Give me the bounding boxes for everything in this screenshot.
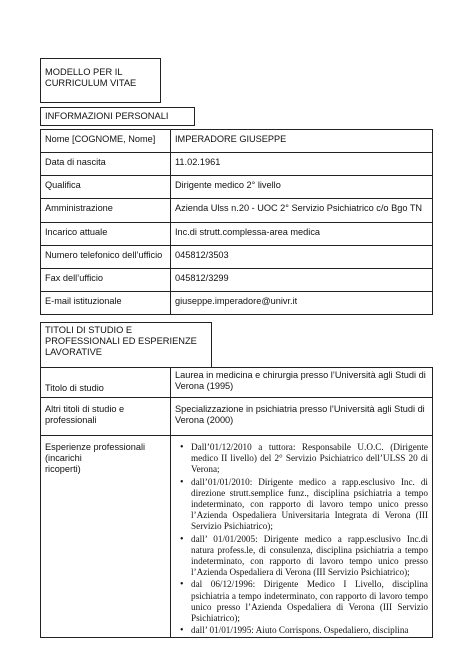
field-value: Laurea in medicina e chirurgia presso l’Università agli Studi di Verona (1995) <box>171 368 433 398</box>
field-value: Dirigente medico 2° livello <box>171 176 433 199</box>
experience-label <box>41 436 171 638</box>
field-label: Fax dell’ufficio <box>41 269 171 292</box>
section-header-studies <box>40 322 212 368</box>
field-value: 11.02.1961 <box>171 153 433 176</box>
table-row <box>41 269 433 292</box>
field-value: Specializzazione in psichiatria presso l’Università agli Studi di Verona (2000) <box>171 398 433 436</box>
table-row <box>41 398 433 436</box>
table-row <box>41 199 433 223</box>
list-item: • dall’ 01/01/1995: Aiuto Corrispons. Ospedaliero, disciplina <box>191 625 428 636</box>
table-row <box>41 246 433 269</box>
section-studies-line-1: TITOLI DI STUDIO E <box>45 325 133 335</box>
email-value: giuseppe.imperadore@univr.it <box>171 292 433 315</box>
list-item: • Dall’01/12/2010 a tuttora: Responsabile U.O.C. (Dirigente medico II livello) del 2° Servizio Psichiatrico dell’ULSS 20 di Verona; <box>191 442 428 476</box>
experience-list-cell <box>171 436 433 638</box>
title-line-2: CURRICULUM VITAE <box>45 78 137 88</box>
personal-info-table <box>40 129 433 315</box>
table-row <box>41 436 433 638</box>
field-label: Titolo di studio <box>41 368 171 398</box>
experience-list <box>175 442 428 636</box>
field-value: 045812/3503 <box>171 246 433 269</box>
field-label: Numero telefonico dell’ufficio <box>41 246 171 269</box>
field-value: IMPERADORE GIUSEPPE <box>171 130 433 153</box>
list-item: • dall’01/01/2010: Dirigente medico a rapp.esclusivo Inc. di direzione strutt.semplice funz., disciplina psichiatria a tempo indeterminato, con rapporto di lavoro tempo unico presso l’Azienda Ospedaliera Universitaria Integrata di Verona (III Servizio Psichiatrico); <box>191 477 428 533</box>
field-label: Altri titoli di studio e professionali <box>41 398 171 436</box>
section-personal-label: INFORMAZIONI PERSONALI <box>45 111 169 121</box>
field-value: 045812/3299 <box>171 269 433 292</box>
table-row <box>41 223 433 246</box>
field-label: E-mail istituzionale <box>41 292 171 315</box>
field-label: Amministrazione <box>41 199 171 223</box>
field-value: Azienda Ulss n.20 - UOC 2° Servizio Psichiatrico c/o Bgo TN <box>171 199 433 223</box>
experience-label-line-3: ricoperti) <box>45 463 81 474</box>
experience-label-line-1: Esperienze professionali <box>45 442 146 452</box>
table-row <box>41 292 433 315</box>
field-label: Incarico attuale <box>41 223 171 246</box>
list-item: • dall’ 01/01/2005: Dirigente medico a rapp.esclusivo Inc.di natura profess.le, di consulenza, disciplina psichiatria a tempo indeterminato, con rapporto di lavoro tempo unico presso l’Azienda Ospedaliera di Verona (III Servizio Psichiatrico); <box>191 534 428 579</box>
table-row <box>41 130 433 153</box>
section-header-personal <box>40 107 195 126</box>
field-label: Qualifica <box>41 176 171 199</box>
table-row <box>41 153 433 176</box>
field-label: Nome [COGNOME, Nome] <box>41 130 171 153</box>
table-row <box>41 368 433 398</box>
cv-model-title <box>40 58 161 103</box>
field-value: Inc.di strutt.complessa-area medica <box>171 223 433 246</box>
experience-label-line-2: (incarichi <box>45 452 82 463</box>
studies-experience-table <box>40 367 433 638</box>
list-item: • dal 06/12/1996: Dirigente Medico I Livello, disciplina psichiatria a tempo indeterminato, con rapporto di lavoro tempo unico presso l’Azienda Ospedaliera di Verona (III Servizio Psichiatrico); <box>191 579 428 624</box>
section-studies-line-2: PROFESSIONALI ED ESPERIENZE <box>45 336 197 346</box>
title-line-1: MODELLO PER IL <box>45 67 123 77</box>
field-label: Data di nascita <box>41 153 171 176</box>
table-row <box>41 176 433 199</box>
section-studies-line-3: LAVORATIVE <box>45 347 103 357</box>
